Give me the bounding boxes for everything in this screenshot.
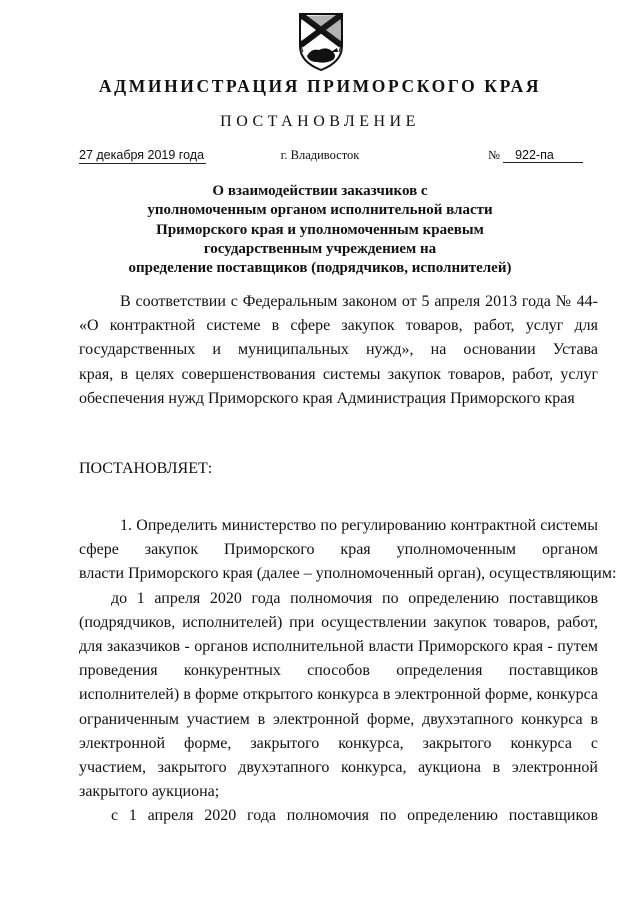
paragraph-line: исполнителей) в форме открытого конкурса в электронной форме, конкурса — [79, 686, 598, 704]
number-label: № — [488, 148, 500, 162]
paragraph-line: для заказчиков - органов исполнительной власти Приморского края - путем — [79, 637, 598, 655]
paragraph-line: 1. Определить министерство по регулированию контрактной системы — [120, 517, 598, 534]
paragraph-line: ограниченным участием в электронной форме, двухэтапного конкурса в — [79, 710, 598, 728]
paragraph-line: власти Приморского края (далее – уполномоченный орган), осуществляющим: — [79, 565, 617, 583]
number-value: 922-па — [503, 148, 583, 163]
title-line: Приморского края и уполномоченным краевым — [156, 221, 484, 238]
paragraph-line: проведения конкурентных способов определения поставщиков — [79, 662, 598, 680]
paragraph-1 — [79, 514, 617, 828]
document-title — [0, 182, 640, 278]
document-city: г. Владивосток — [280, 148, 360, 162]
coat-of-arms-emblem — [297, 12, 345, 72]
preamble-line: В соответствии с Федеральным законом от 5 апреля 2013 года № 44- — [120, 293, 598, 310]
preamble-line: «О контрактной системе в сфере закупок товаров, работ, услуг для — [79, 317, 598, 335]
primorsky-krai-coat-of-arms-icon — [297, 12, 345, 72]
title-line: уполномоченным органом исполнительной власти — [147, 202, 493, 219]
paragraph-line: закрытого аукциона; — [79, 783, 220, 801]
preamble-line: обеспечения нужд Приморского края Администрация Приморского края — [79, 389, 575, 407]
title-line: О взаимодействии заказчиков с — [212, 183, 428, 199]
paragraph-line: электронной форме, закрытого конкурса, закрытого конкурса с — [79, 734, 598, 752]
document-number — [488, 148, 583, 163]
paragraph-line: (подрядчиков, исполнителей) при осуществлении закупок товаров, работ, — [79, 613, 598, 631]
document-type: ПОСТАНОВЛЕНИЕ — [220, 113, 420, 130]
preamble-line: государственных и муниципальных нужд», на основании Устава — [79, 341, 598, 359]
document-date: 27 декабря 2019 года — [79, 148, 205, 162]
organization-name: АДМИНИСТРАЦИЯ ПРИМОРСКОГО КРАЯ — [98, 76, 542, 96]
decree-word: ПОСТАНОВЛЯЕТ: — [79, 460, 213, 477]
title-line: определение поставщиков (подрядчиков, исполнителей) — [128, 260, 512, 277]
paragraph-line: с 1 апреля 2020 года полномочия по определению поставщиков — [111, 807, 598, 825]
preamble-line: края, в целях совершенствования системы закупок товаров, работ, услуг — [79, 365, 598, 383]
title-line: государственным учреждением на — [203, 240, 437, 257]
preamble-paragraph — [79, 290, 598, 411]
paragraph-line: участием, закрытого двухэтапного конкурса, аукциона в электронной — [79, 758, 598, 776]
paragraph-line: до 1 апреля 2020 года полномочия по определению поставщиков — [111, 589, 598, 607]
paragraph-line: сфере закупок Приморского края уполномоченным органом — [79, 541, 598, 559]
